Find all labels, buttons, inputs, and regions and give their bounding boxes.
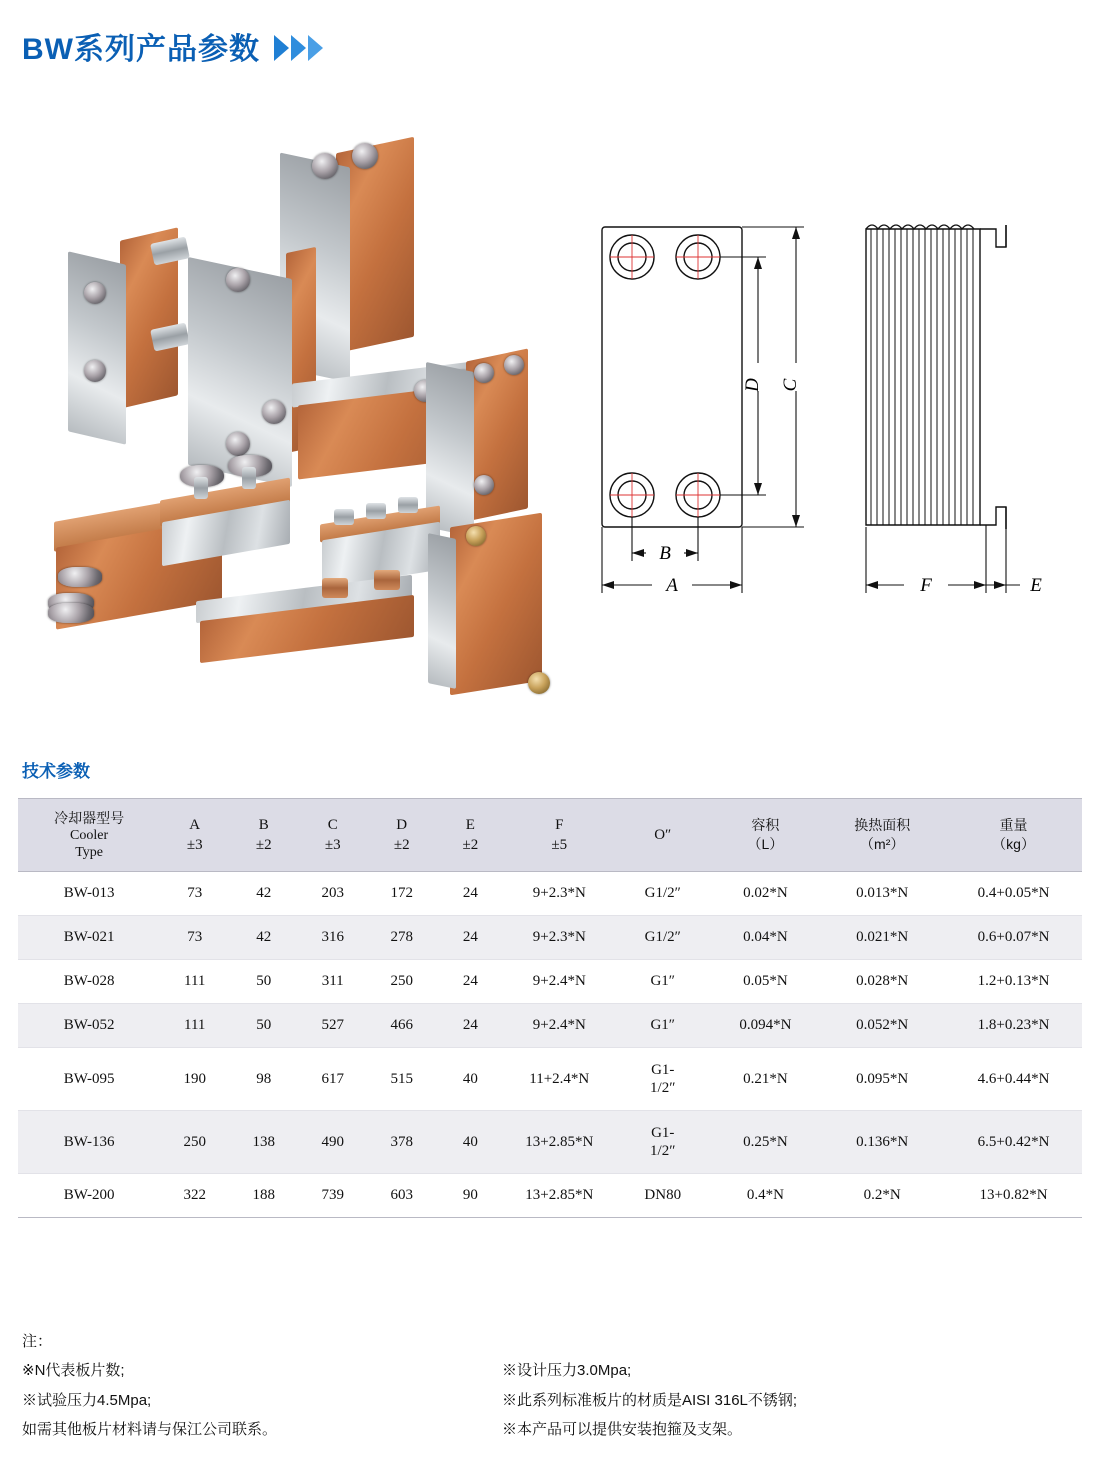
cell-heat-area: 0.136*N (819, 1111, 945, 1174)
cell-d: 172 (367, 872, 436, 916)
cell-e: 24 (436, 916, 504, 960)
cell-heat-area: 0.095*N (819, 1048, 945, 1111)
cell-b: 188 (229, 1174, 298, 1218)
cell-a: 111 (160, 960, 229, 1004)
cell-b: 138 (229, 1111, 298, 1174)
cell-o: G1- 1/2″ (614, 1048, 711, 1111)
notes-section (22, 1327, 1082, 1444)
cell-f: 11+2.4*N (505, 1048, 615, 1111)
cell-volume: 0.02*N (711, 872, 819, 916)
cell-weight: 0.4+0.05*N (945, 872, 1082, 916)
cell-o: G1″ (614, 960, 711, 1004)
cell-o: DN80 (614, 1174, 711, 1218)
cell-d: 515 (367, 1048, 436, 1111)
cell-o: G1/2″ (614, 872, 711, 916)
cell-weight: 4.6+0.44*N (945, 1048, 1082, 1111)
table-header-row (18, 799, 1082, 872)
col-e: E ±2 (436, 799, 504, 872)
cell-d: 278 (367, 916, 436, 960)
table-row (18, 960, 1082, 1004)
cell-b: 50 (229, 960, 298, 1004)
cell-c: 617 (298, 1048, 367, 1111)
dim-label-a: A (666, 575, 678, 596)
cell-a: 250 (160, 1111, 229, 1174)
col-cooler-type: 冷却器型号 Cooler Type (18, 799, 160, 872)
technical-drawings (580, 195, 1080, 635)
notes-column-right (502, 1356, 1062, 1444)
cell-a: 73 (160, 872, 229, 916)
page-title: BW系列产品参数 (22, 33, 260, 66)
dim-label-d: D (742, 378, 763, 392)
chevron-right-icon (274, 35, 323, 61)
cell-volume: 0.094*N (711, 1004, 819, 1048)
cell-volume: 0.21*N (711, 1048, 819, 1111)
cell-d: 603 (367, 1174, 436, 1218)
cell-model: BW-095 (18, 1048, 160, 1111)
col-d: D ±2 (367, 799, 436, 872)
cell-volume: 0.05*N (711, 960, 819, 1004)
note-item: ※N代表板片数; (22, 1362, 125, 1380)
note-item: 如需其他板片材料请与保江公司联系。 (22, 1420, 278, 1438)
col-o: O″ (614, 799, 711, 872)
tech-spec-heading: 技术参数 (22, 762, 90, 781)
cell-weight: 0.6+0.07*N (945, 916, 1082, 960)
col-volume: 容积 （L） (711, 799, 819, 872)
table-row (18, 872, 1082, 916)
cell-weight: 1.8+0.23*N (945, 1004, 1082, 1048)
cell-f: 9+2.3*N (505, 872, 615, 916)
table-row (18, 916, 1082, 960)
table-row (18, 1174, 1082, 1218)
cell-weight: 1.2+0.13*N (945, 960, 1082, 1004)
cell-heat-area: 0.013*N (819, 872, 945, 916)
cell-weight: 13+0.82*N (945, 1174, 1082, 1218)
cell-b: 98 (229, 1048, 298, 1111)
cell-f: 13+2.85*N (505, 1111, 615, 1174)
cell-volume: 0.25*N (711, 1111, 819, 1174)
cell-c: 316 (298, 916, 367, 960)
cell-a: 73 (160, 916, 229, 960)
col-b: B ±2 (229, 799, 298, 872)
dim-label-e: E (1030, 575, 1042, 596)
cell-o: G1″ (614, 1004, 711, 1048)
cell-d: 466 (367, 1004, 436, 1048)
cell-c: 739 (298, 1174, 367, 1218)
col-a: A ±3 (160, 799, 229, 872)
cell-b: 42 (229, 872, 298, 916)
cell-heat-area: 0.2*N (819, 1174, 945, 1218)
table-row (18, 1048, 1082, 1111)
cell-model: BW-052 (18, 1004, 160, 1048)
col-f: F ±5 (505, 799, 615, 872)
note-item: ※设计压力3.0Mpa; (502, 1362, 632, 1380)
cell-b: 50 (229, 1004, 298, 1048)
cell-c: 311 (298, 960, 367, 1004)
cell-c: 527 (298, 1004, 367, 1048)
cell-d: 250 (367, 960, 436, 1004)
cell-volume: 0.4*N (711, 1174, 819, 1218)
cell-a: 190 (160, 1048, 229, 1111)
cell-a: 111 (160, 1004, 229, 1048)
cell-f: 9+2.3*N (505, 916, 615, 960)
cell-f: 9+2.4*N (505, 1004, 615, 1048)
cell-model: BW-136 (18, 1111, 160, 1174)
table-row (18, 1004, 1082, 1048)
cell-volume: 0.04*N (711, 916, 819, 960)
cell-e: 90 (436, 1174, 504, 1218)
cell-b: 42 (229, 916, 298, 960)
cell-e: 24 (436, 960, 504, 1004)
cell-heat-area: 0.028*N (819, 960, 945, 1004)
table-row (18, 1111, 1082, 1174)
cell-e: 24 (436, 872, 504, 916)
cell-f: 13+2.85*N (505, 1174, 615, 1218)
note-item: ※试验压力4.5Mpa; (22, 1391, 152, 1409)
cell-model: BW-200 (18, 1174, 160, 1218)
cell-c: 490 (298, 1111, 367, 1174)
product-photo (20, 110, 580, 650)
cell-model: BW-021 (18, 916, 160, 960)
dim-label-f: F (920, 575, 932, 596)
cell-e: 24 (436, 1004, 504, 1048)
cell-o: G1- 1/2″ (614, 1111, 711, 1174)
col-weight: 重量 （kg） (945, 799, 1082, 872)
col-c: C ±3 (298, 799, 367, 872)
page-header (22, 24, 323, 68)
cell-c: 203 (298, 872, 367, 916)
cell-heat-area: 0.052*N (819, 1004, 945, 1048)
cell-model: BW-013 (18, 872, 160, 916)
spec-table (18, 798, 1082, 1218)
cell-model: BW-028 (18, 960, 160, 1004)
note-item: ※本产品可以提供安装抱箍及支架。 (502, 1420, 743, 1438)
notes-title: 注： (22, 1333, 53, 1350)
cell-o: G1/2″ (614, 916, 711, 960)
notes-column-left (22, 1356, 502, 1444)
col-heat-area: 换热面积 （m²） (819, 799, 945, 872)
cell-e: 40 (436, 1048, 504, 1111)
note-item: ※此系列标准板片的材质是AISI 316L不锈钢; (502, 1391, 798, 1409)
cell-d: 378 (367, 1111, 436, 1174)
cell-heat-area: 0.021*N (819, 916, 945, 960)
cell-weight: 6.5+0.42*N (945, 1111, 1082, 1174)
dim-label-c: C (780, 378, 801, 392)
cell-a: 322 (160, 1174, 229, 1218)
cell-f: 9+2.4*N (505, 960, 615, 1004)
dim-label-b: B (659, 543, 671, 564)
cell-e: 40 (436, 1111, 504, 1174)
